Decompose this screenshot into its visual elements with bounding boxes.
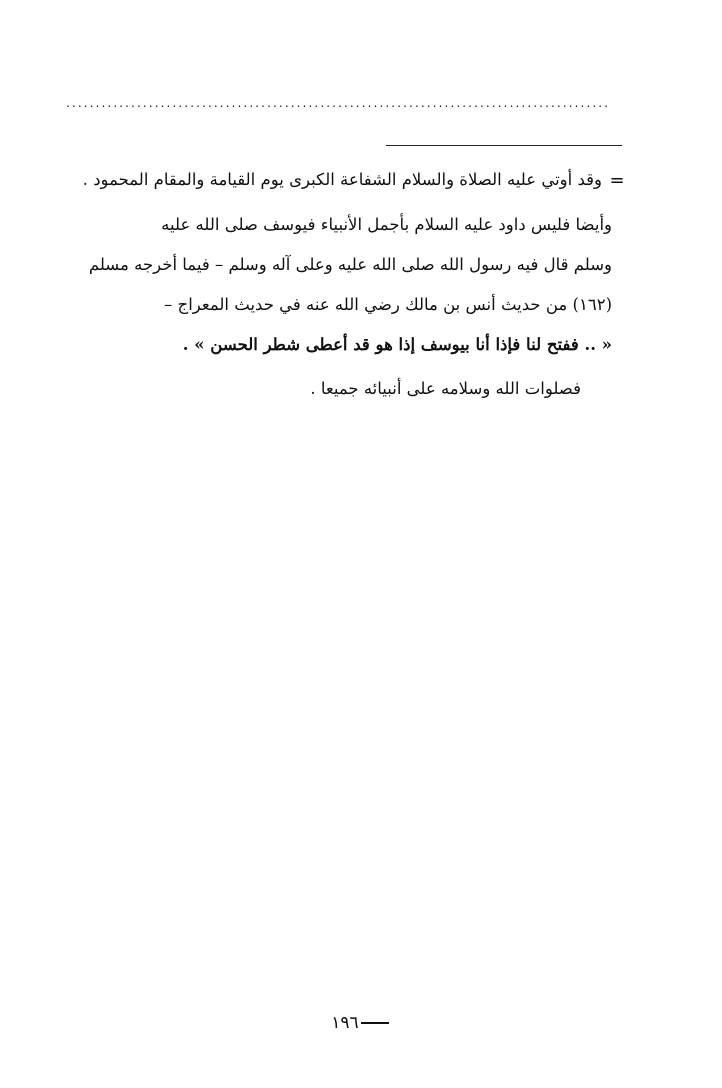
body-line-1: وأيضا فليس داود عليه السلام بأجمل الأنبياء فيوسف صلى الله عليه [161,215,612,234]
body-line-4-quote: « .. ففتح لنا فإذا أنا بيوسف إذا هو قد أعطى شطر الحسن » . [182,335,612,354]
footnote-rule [386,145,622,146]
body-line-5: فصلوات الله وسلامه على أنبيائه جميعا . [310,379,581,398]
body-line-3: (١٦٢) من حديث أنس بن مالك رضي الله عنه في حديث المعراج – [164,295,612,314]
page-number-dash [361,1022,389,1024]
body-line-2: وسلم قال فيه رسول الله صلى الله عليه وعلى آله وسلم – فيما أخرجه مسلم [88,255,612,274]
page-number [0,1008,722,1038]
footnote-continuation-mark: = [609,170,625,191]
page-number-value: ١٩٦ [331,1013,359,1033]
dotted-separator: ............................................................................................ [66,96,611,110]
footnote-text: وقد أوتي عليه الصلاة والسلام الشفاعة الكبرى يوم القيامة والمقام المحمود . [82,170,602,189]
